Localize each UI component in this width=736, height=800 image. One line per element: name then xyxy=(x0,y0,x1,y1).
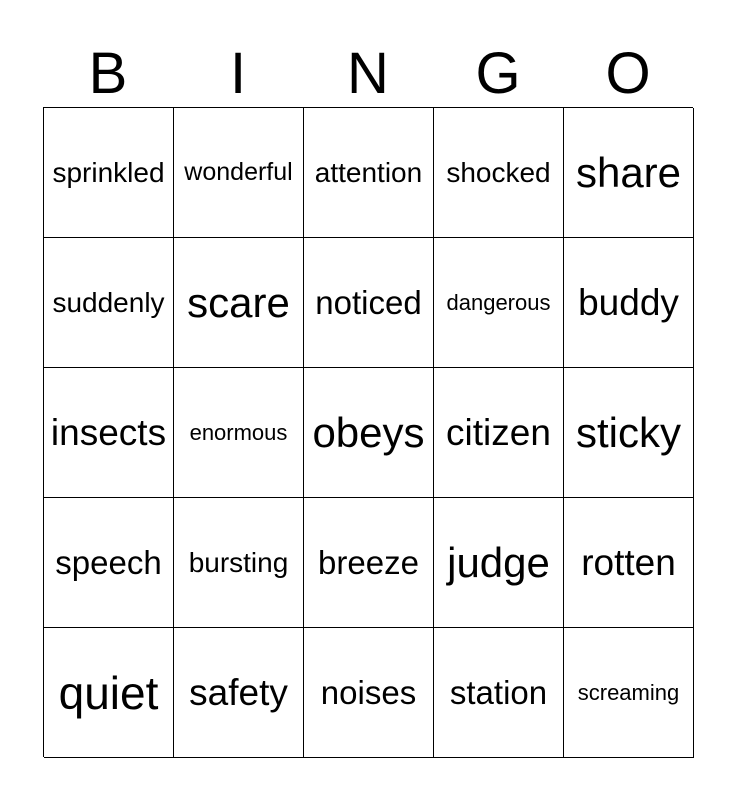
bingo-cell[interactable] xyxy=(44,368,174,498)
header-letter-g: G xyxy=(475,41,521,106)
bingo-cell[interactable] xyxy=(434,238,564,368)
cell-word: station xyxy=(449,674,548,711)
bingo-cell[interactable] xyxy=(304,238,434,368)
bingo-cell[interactable] xyxy=(304,108,434,238)
bingo-cell[interactable] xyxy=(44,628,174,758)
cell-word: share xyxy=(575,148,682,196)
bingo-cell[interactable] xyxy=(44,108,174,238)
bingo-cell[interactable] xyxy=(44,238,174,368)
cell-word: quiet xyxy=(58,666,159,719)
cell-word: dangerous xyxy=(446,289,551,315)
bingo-header xyxy=(43,40,693,108)
bingo-cell[interactable] xyxy=(304,498,434,628)
cell-word: shocked xyxy=(446,156,551,188)
cell-word: sticky xyxy=(576,408,681,456)
bingo-cell[interactable] xyxy=(174,108,304,238)
cell-word: safety xyxy=(189,672,288,713)
bingo-cell[interactable] xyxy=(434,108,564,238)
header-letter-i: I xyxy=(229,41,247,106)
cell-word: obeys xyxy=(312,408,425,456)
bingo-cell[interactable] xyxy=(304,628,434,758)
bingo-cell[interactable] xyxy=(434,368,564,498)
bingo-cell[interactable] xyxy=(174,498,304,628)
header-letter-n: N xyxy=(347,41,389,106)
cell-word: wonderful xyxy=(184,158,293,186)
cell-word: noises xyxy=(320,674,417,711)
cell-word: sprinkled xyxy=(52,156,165,188)
bingo-cell[interactable] xyxy=(174,238,304,368)
bingo-cell[interactable] xyxy=(174,628,304,758)
cell-word: judge xyxy=(447,538,550,586)
cell-word: insects xyxy=(50,412,167,453)
bingo-board xyxy=(43,107,693,757)
cell-word: noticed xyxy=(315,284,422,321)
bingo-cell[interactable] xyxy=(564,368,694,498)
bingo-cell[interactable] xyxy=(564,108,694,238)
cell-word: screaming xyxy=(577,679,680,705)
cell-word: breeze xyxy=(318,544,419,581)
cell-word: bursting xyxy=(188,546,289,578)
bingo-cell[interactable] xyxy=(564,238,694,368)
cell-word: scare xyxy=(187,278,290,326)
cell-word: suddenly xyxy=(52,286,165,318)
cell-word: citizen xyxy=(446,412,551,453)
bingo-cell[interactable] xyxy=(434,498,564,628)
cell-word: enormous xyxy=(189,419,288,445)
cell-word: speech xyxy=(55,544,162,581)
header-letter-b: B xyxy=(88,41,128,106)
bingo-cell[interactable] xyxy=(304,368,434,498)
cell-word: buddy xyxy=(578,282,679,323)
bingo-cell[interactable] xyxy=(564,628,694,758)
bingo-cell[interactable] xyxy=(44,498,174,628)
cell-word: attention xyxy=(314,156,423,188)
header-letter-o: O xyxy=(605,41,651,106)
cell-word: rotten xyxy=(581,542,676,583)
bingo-cell[interactable] xyxy=(434,628,564,758)
bingo-cell[interactable] xyxy=(174,368,304,498)
bingo-cell[interactable] xyxy=(564,498,694,628)
